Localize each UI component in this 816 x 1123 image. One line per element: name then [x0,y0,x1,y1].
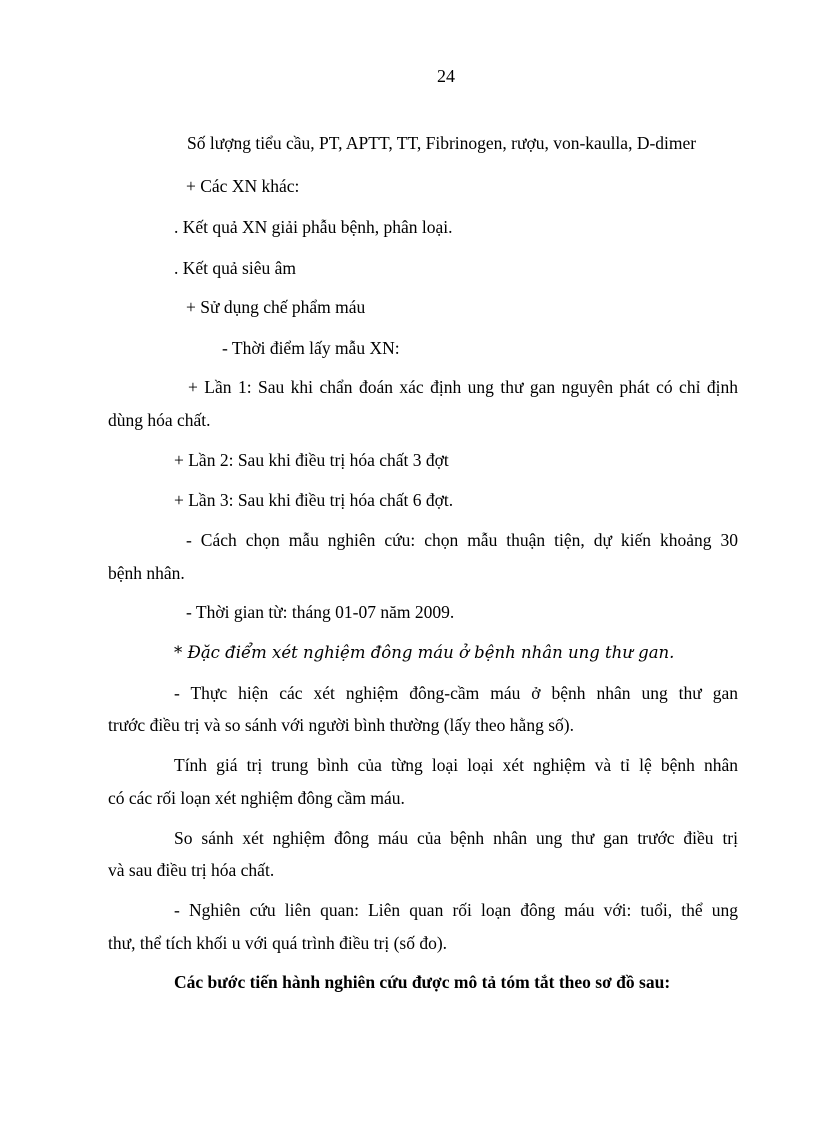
text-line-comparison: So sánh xét nghiệm đông máu của bệnh nhân ung thư gan trước điều trị [174,828,738,848]
text-line-tests-list: Số lượng tiểu cầu, PT, APTT, TT, Fibrinogen, rượu, von-kaulla, D-dimer [187,133,697,153]
text-line-round-3: + Lần 3: Sau khi điều trị hóa chất 6 đợt. [174,490,454,510]
text-line-perform-tests: - Thực hiện các xét nghiệm đông-cầm máu ở bệnh nhân ung thư gan [174,683,738,703]
text-line-average-value: Tính giá trị trung bình của từng loại loại xét nghiệm và tỉ lệ bệnh nhân [174,755,738,775]
text-line-blood-products: + Sử dụng chế phẩm máu [186,297,366,317]
text-line-sample-selection-cont: bệnh nhân. [108,563,185,583]
text-line-ultrasound: . Kết quả siêu âm [174,258,296,278]
text-line-comparison-cont: và sau điều trị hóa chất. [108,860,275,880]
text-line-sampling-time: - Thời điểm lấy mẫu XN: [222,338,400,358]
text-line-section-heading: * Đặc điểm xét nghiệm đông máu ở bệnh nhân ung thư gan. [174,643,675,662]
text-line-round-2: + Lần 2: Sau khi điều trị hóa chất 3 đợt [174,450,449,470]
text-line-round-1: + Lần 1: Sau khi chẩn đoán xác định ung thư gan nguyên phát có chỉ định [188,377,738,397]
text-line-related-research: - Nghiên cứu liên quan: Liên quan rối loạn đông máu với: tuổi, thể ung [174,900,738,920]
text-line-perform-tests-cont: trước điều trị và so sánh với người bình thường (lấy theo hằng số). [108,715,574,735]
text-line-sample-selection: - Cách chọn mẫu nghiên cứu: chọn mẫu thuận tiện, dự kiến khoảng 30 [186,530,738,550]
text-line-related-research-cont: thư, thể tích khối u với quá trình điều trị (số đo). [108,933,448,953]
text-line-time-period: - Thời gian từ: tháng 01-07 năm 2009. [186,602,455,622]
text-line-pathology: . Kết quả XN giải phẫu bệnh, phân loại. [174,217,453,237]
text-line-round-1-cont: dùng hóa chất. [108,410,211,430]
page-number: 24 [437,66,455,86]
text-line-average-value-cont: có các rối loạn xét nghiệm đông cầm máu. [108,788,405,808]
text-line-steps-heading: Các bước tiến hành nghiên cứu được mô tả tóm tắt theo sơ đồ sau: [174,972,671,992]
text-line-other-tests: + Các XN khác: [186,176,300,196]
